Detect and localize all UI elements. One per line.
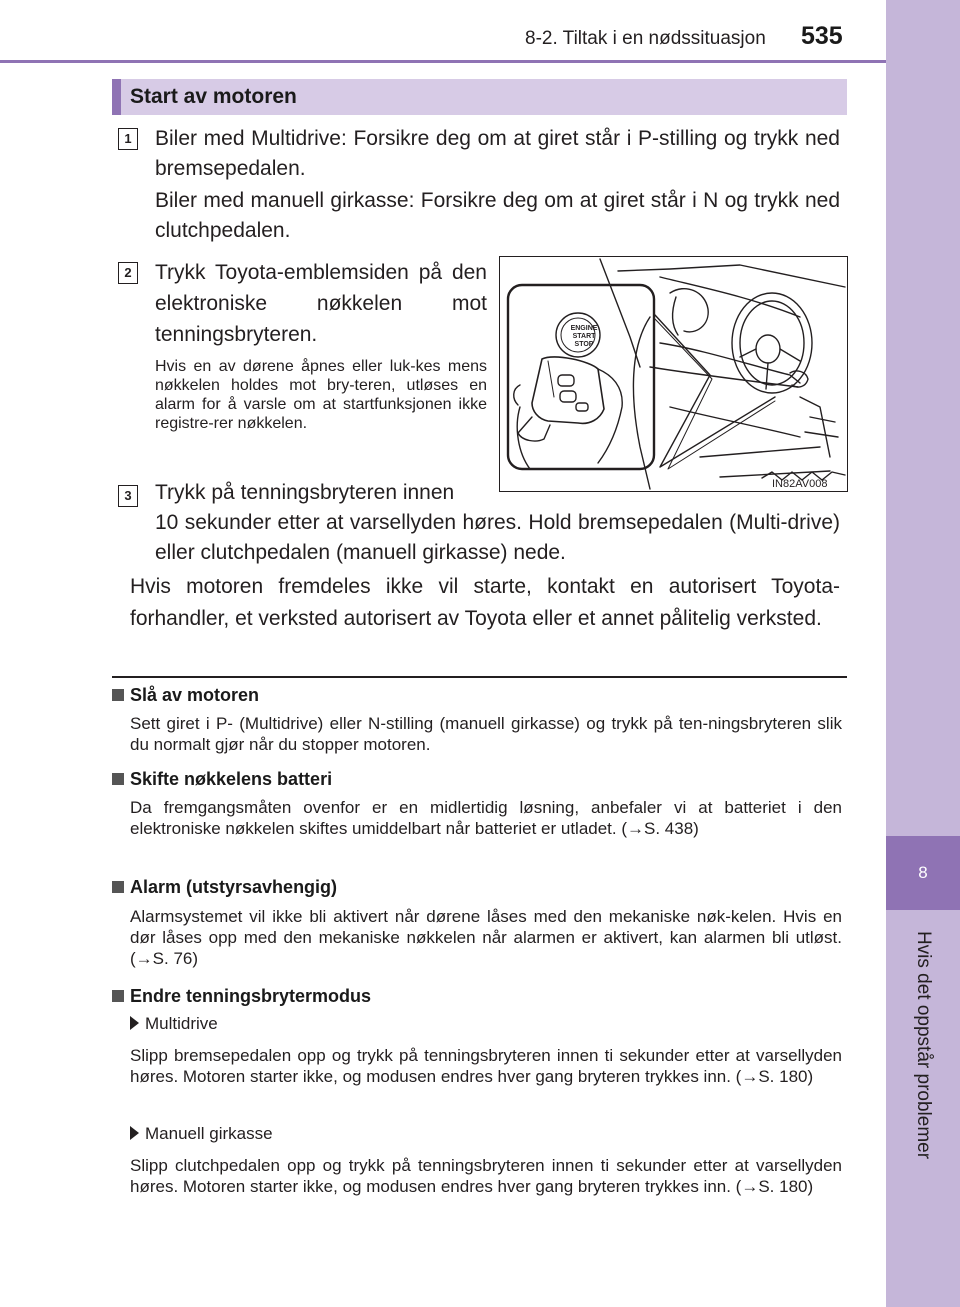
page-number: 535 xyxy=(801,22,843,50)
illustration-drawing xyxy=(500,257,847,491)
header-rule xyxy=(0,60,886,63)
note-body-multidrive: Slipp bremsepedalen opp og trykk på tenningsbryteren innen ti sekunder etter at varsellyden høres. Motoren starter ikke, og modusen endres hver gang bryteren trykkes inn. (→S. 180) xyxy=(130,1046,842,1086)
button-label-start: START xyxy=(572,333,596,340)
step-2-note: Hvis en av dørene åpnes eller luk-kes mens nøkkelen holdes mot bry-teren, utløses en alarm for å varsle om at startfunksjonen ikke registre-rer nøkkelen. xyxy=(155,358,487,432)
note-body-battery: Da fremgangsmåten ovenfor er en midlertidig løsning, anbefaler vi at batteriet i den elektroniske nøkkelen skiftes umiddelbart når batteriet er utladet. (→S. 438) xyxy=(130,798,842,838)
followup-text: Hvis motoren fremdeles ikke vil starte, kontakt en autorisert Toyota-forhandler, et verksted autorisert av Toyota eller et annet pålitelig verksted. xyxy=(130,575,840,630)
key-to-start-button-illustration xyxy=(499,256,848,492)
running-header-title: 8-2. Tiltak i en nødssituasjon xyxy=(525,28,766,49)
note-body-engine-off: Sett giret i P- (Multidrive) eller N-stilling (manuell girkasse) og trykk på ten-ningsbryteren slik du normalt gjør når du stopper motoren. xyxy=(130,714,842,754)
step-number-2: 2 xyxy=(118,262,138,284)
step-3-text: 10 sekunder etter at varsellyden høres. Hold bremsepedalen (Multi-drive) eller clutchpedalen (manuell girkasse) nede. xyxy=(155,511,840,564)
note-heading-ignition-mode: Endre tenningsbrytermodus xyxy=(112,986,371,1007)
step-1-text-multidrive: Biler med Multidrive: Forsikre deg om at giret står i P-stilling og trykk ned bremsepedalen. xyxy=(155,127,840,180)
note-heading-engine-off: Slå av motoren xyxy=(112,685,259,706)
note-heading-alarm: Alarm (utstyrsavhengig) xyxy=(112,877,337,898)
step-2-text: Trykk Toyota-emblemsiden på den elektroniske nøkkelen mot tenningsbryteren. xyxy=(155,261,487,346)
illustration-code: IN82AV008 xyxy=(772,478,828,490)
triangle-bullet-icon xyxy=(130,1126,139,1140)
bullet-square-icon xyxy=(112,881,124,893)
subheading-manual: Manuell girkasse xyxy=(130,1124,273,1144)
note-heading-battery: Skifte nøkkelens batteri xyxy=(112,769,332,790)
chapter-number-badge: 8 xyxy=(886,836,960,910)
triangle-bullet-icon xyxy=(130,1016,139,1030)
button-label-stop: STOP xyxy=(574,341,594,348)
step-number-1: 1 xyxy=(118,128,138,150)
note-body-alarm: Alarmsystemet vil ikke bli aktivert når dørene låses med den mekaniske nøk-kelen. Hvis en dør låses opp med den mekaniske nøkkelen når alarmen er aktivert, kan alarmen bli utløst. (→S. 76) xyxy=(130,907,842,968)
step-3-text-first-line: Trykk på tenningsbryteren innen xyxy=(155,481,455,504)
bullet-square-icon xyxy=(112,689,124,701)
bullet-square-icon xyxy=(112,773,124,785)
note-body-manual: Slipp clutchpedalen opp og trykk på tenningsbryteren innen ti sekunder etter at varsellyden høres. Motoren starter ikke, og modusen endres hver gang bryteren trykkes inn. (→S. 180) xyxy=(130,1156,842,1196)
button-label-engine: ENGINE xyxy=(570,325,598,332)
bullet-square-icon xyxy=(112,990,124,1002)
section-heading-accent xyxy=(112,79,121,115)
chapter-title-vertical: Hvis det oppstår problemer xyxy=(913,930,934,1160)
step-1-text-manual: Biler med manuell girkasse: Forsikre deg om at giret står i N og trykk ned clutchpedalen. xyxy=(155,189,840,242)
subheading-multidrive: Multidrive xyxy=(130,1014,218,1034)
step-number-3: 3 xyxy=(118,485,138,507)
notes-divider xyxy=(112,676,847,678)
section-title: Start av motoren xyxy=(130,85,297,108)
